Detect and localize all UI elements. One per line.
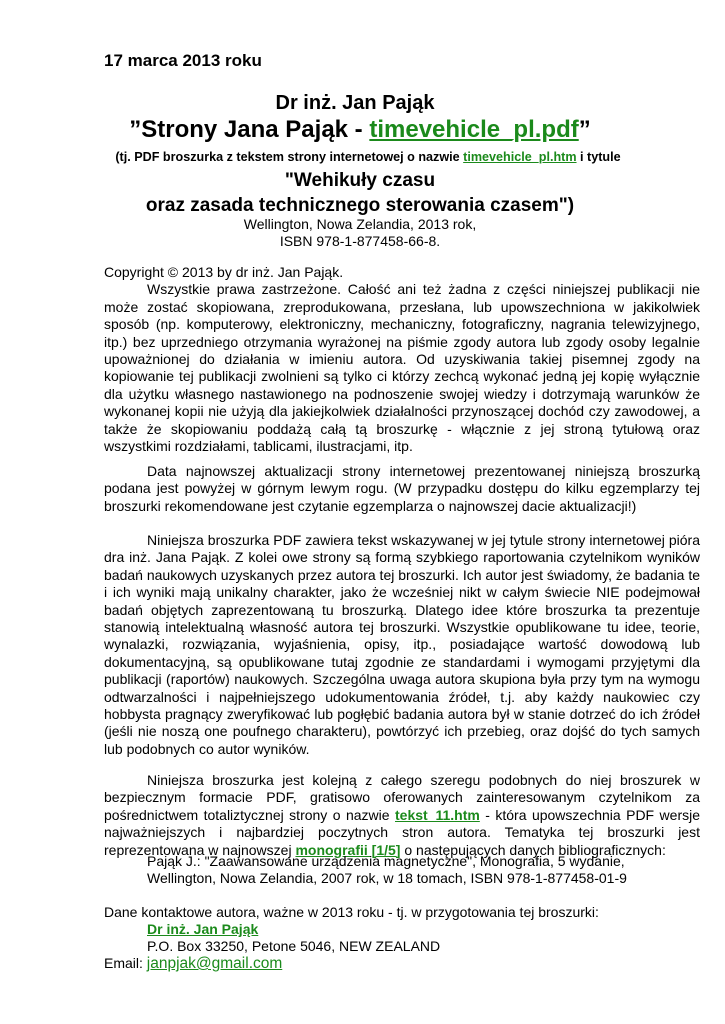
series-paragraph bbox=[104, 772, 700, 859]
author-name: Dr inż. Jan Pająk bbox=[275, 92, 435, 114]
contact-intro: Dane kontaktowe autora, ważne w 2013 roku - tj. w przygotowania tej broszurki: bbox=[104, 904, 599, 920]
bibliography bbox=[147, 853, 627, 888]
title-prefix: ”Strony Jana Pająk - bbox=[129, 116, 370, 143]
email-link[interactable]: janpjak@gmail.com bbox=[146, 955, 283, 972]
document-title bbox=[95, 116, 625, 144]
book-title-line-2: oraz zasada technicznego sterowania czasem") bbox=[145, 195, 575, 216]
series-text-1: Niniejsza broszurka jest kolejną z całego szeregu podobnych do niej broszurek w bezpiecznym formacie PDF, gratisowo oferowanych zainteresowanym czytelnikom za pośrednictwem totaliztycznej strony o nazwie bbox=[104, 772, 700, 823]
publication-info bbox=[100, 216, 620, 250]
content-paragraph: Niniejsza broszurka PDF zawiera tekst wskazywanej w jej tytule strony internetowej pióra dra inż. Jana Pająk. Z kolei owe strony są formą szybkiego raportowania czytelnikom wyników badań naukowych uzyskanych przez autora tej broszurki. Ich autor jest świadomy, że badania te i ich wyniki mają unikalny charakter, jako że wcześniej nikt w całym świecie NIE podejmował badań objętych zaprezentowaną tu broszurką. Dlatego idee które broszurka ta prezentuje stanowią intelektualną własność autora tej broszurki. Wszystkie opublikowane tu idee, teorie, wynalazki, rozwiązania, wyjaśnienia, opisy, itp., posiadające wartość dowodową lub dokumentacyjną, są opublikowane tutaj zgodnie ze standardami i wymogami przyjętymi dla publikacji (raportów) naukowych. Szczególna uwaga autora skupiona była przy tym na wymogu odtwarzalności i najpełniejszego udokumentowania źródeł, t.j. aby każdy naukowiec czy hobbysta pragnący zweryfikować lub pogłębić badania autora był w stanie dotrzeć do ich źródeł (jeśli nie noszą one poufnego charakteru), powtórzyć ich przebieg, oraz dojść do tych samych lub podobnych co autor wyników. bbox=[104, 532, 700, 757]
bibliography-line-2: Wellington, Nowa Zelandia, 2007 rok, w 18 tomach, ISBN 978-1-877458-01-9 bbox=[147, 870, 627, 887]
subtitle-suffix: i tytule bbox=[576, 150, 621, 164]
publication-isbn: ISBN 978-1-877458-66-8. bbox=[279, 233, 441, 249]
update-date: 17 marca 2013 roku bbox=[104, 51, 262, 70]
copyright-section bbox=[104, 264, 700, 455]
email-label: Email: bbox=[104, 955, 147, 971]
book-title bbox=[100, 168, 620, 218]
series-text-3: o następujących danych bibliograficznych: bbox=[400, 841, 666, 858]
copyright-text: Wszystkie prawa zastrzeżone. Całość ani też żadna z części niniejszej publikacji nie może zostać skopiowana, zreprodukowana, przesłana, lub upowszechniona w jakikolwiek sposób (np. komputerowy, elektroniczny, mechaniczny, fotograficzny, nagrania telewizyjnego, itp.) bez uprzedniego otrzymania wyrażonej na piśmie zgody autora lub zgody osoby legalnie upoważnionej do działania w imieniu autora. Od uzyskiwania takiej pisemnej zgody na kopiowanie tej publikacji zwolnieni są tylko ci którzy zechcą wykonać jedną jej kopię wyłącznie dla użytku własnego nastawionego na podnoszenie swojej wiedzy i dotrzymają warunków że wykonanej kopii nie użyją dla jakiejkolwiek działalności przynoszącej dochód czy zawodowej, a także że skopiowaniu poddażą całą tą broszurkę - włącznie z jej stroną tytułową oraz wszystkimi rozdziałami, tablicami, ilustracjami, itp. bbox=[104, 281, 700, 455]
tekst-11-link[interactable]: tekst_11.htm bbox=[395, 806, 480, 823]
subtitle-prefix: (tj. PDF broszurka z tekstem strony internetowej o nazwie bbox=[115, 150, 464, 164]
publication-place: Wellington, Nowa Zelandia, 2013 rok, bbox=[243, 216, 477, 232]
postal-address: P.O. Box 33250, Petone 5046, NEW ZEALAND bbox=[147, 938, 441, 955]
bibliography-line-1: Pająk J.: "Zaawansowane urządzenia magnetyczne", Monografia, 5 wydanie, bbox=[147, 853, 625, 869]
title-suffix: ” bbox=[578, 116, 591, 143]
title-pdf-link[interactable]: timevehicle_pl.pdf bbox=[369, 116, 579, 143]
monografia-link[interactable]: monografii [1/5] bbox=[295, 841, 401, 858]
copyright-line: Copyright © 2013 by dr inż. Jan Pająk. bbox=[104, 264, 344, 280]
subtitle-line bbox=[88, 150, 648, 164]
contact-details bbox=[147, 921, 440, 956]
email-line bbox=[104, 955, 700, 972]
author-contact-link[interactable]: Dr inż. Jan Pająk bbox=[147, 921, 259, 937]
subtitle-htm-link[interactable]: timevehicle_pl.htm bbox=[463, 150, 577, 164]
book-title-line-1: "Wehikuły czasu bbox=[284, 170, 436, 191]
series-text-2: - która upowszechnia PDF wersje najważniejszych i najbardziej poczytnych stron autora. Tematyka tej broszurki jest reprezentowana w najnowszej bbox=[104, 806, 700, 858]
update-paragraph: Data najnowszej aktualizacji strony internetowej prezentowanej niniejszą broszurką podana jest powyżej w górnym lewym rogu. (W przypadku dostępu do kilku egzemplarzy tej broszurki rekomendowane jest czytanie egzemplarza o najnowszej dacie aktualizacji!) bbox=[104, 463, 700, 514]
